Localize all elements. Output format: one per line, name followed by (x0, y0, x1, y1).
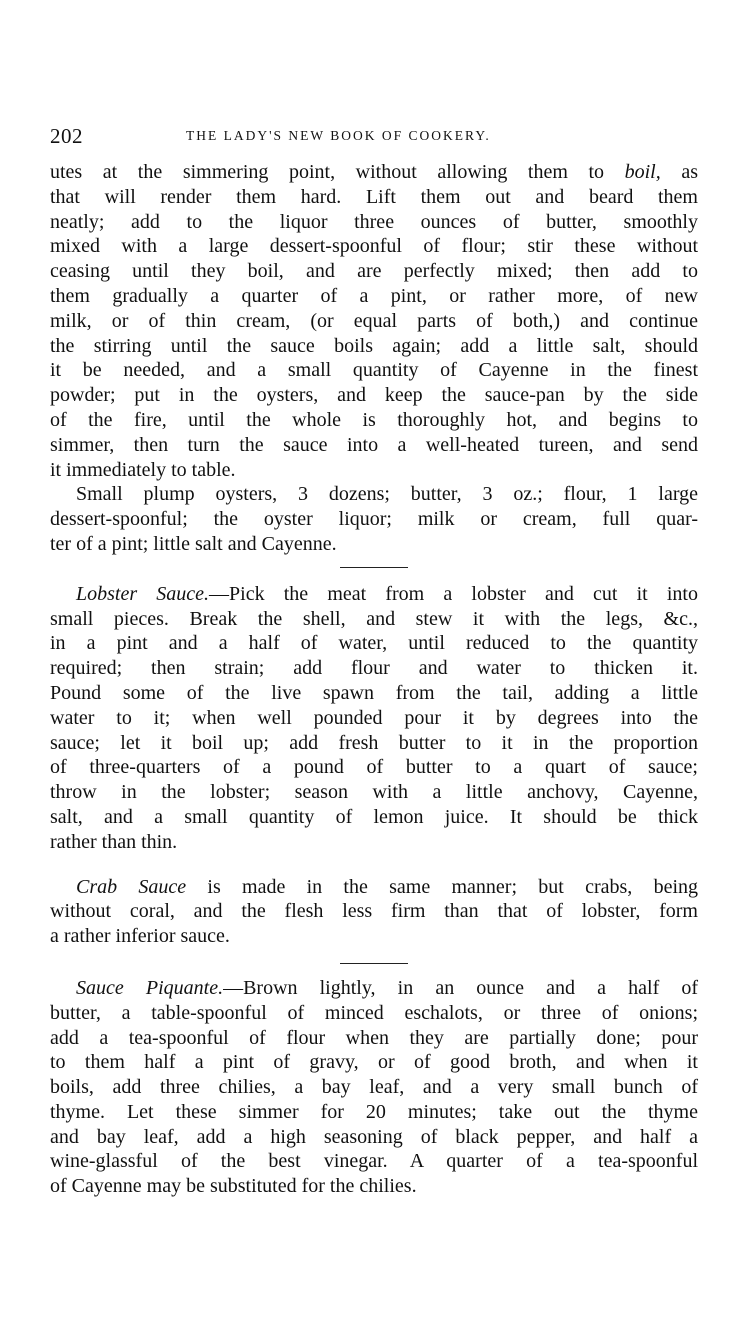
sauce-piquante-recipe (50, 976, 698, 1199)
text-line: of the fire, until the whole is thoroughly hot, and begins to (50, 408, 698, 431)
text-line: of three-quarters of a pound of butter to a quart of sauce; (50, 756, 698, 779)
text-line: them gradually a quarter of a pint, or rather more, of new (50, 284, 698, 307)
text-line: butter, a table-spoonful of minced eschalots, or three of onions; (50, 1001, 698, 1024)
recipe-title: Lobster Sauce. (76, 582, 210, 605)
book-page (50, 120, 698, 1199)
line-text: utes at the simmering point, without allowing them to (50, 161, 625, 183)
text-line: to them half a pint of gravy, or of good broth, and when it (50, 1051, 698, 1074)
section-divider (340, 963, 408, 964)
text-line: the stirring until the sauce boils again; add a little salt, should (50, 334, 698, 357)
text-line: salt, and a small quantity of lemon juice. It should be thick (50, 805, 698, 828)
lobster-sauce-recipe (50, 582, 698, 855)
text-line: throw in the lobster; season with a little anchovy, Cayenne, (50, 781, 698, 804)
text-line: in a pint and a half of water, until reduced to the quantity (50, 632, 698, 655)
line-text: —Brown lightly, in an ounce and a half of (223, 976, 698, 999)
text-line: powder; put in the oysters, and keep the sauce-pan by the side (50, 384, 698, 407)
text-line: Small plump oysters, 3 dozens; butter, 3 oz.; flour, 1 large (76, 483, 698, 506)
text-line: mixed with a large dessert-spoonful of flour; stir these without (50, 235, 698, 258)
recipe-title: Crab Sauce (76, 875, 187, 898)
oyster-sauce-continuation (50, 160, 698, 482)
text-line: rather than thin. (50, 830, 178, 853)
text-line (50, 976, 698, 1001)
text-line: ceasing until they boil, and are perfectly mixed; then add to (50, 260, 698, 283)
text-line: Pound some of the live spawn from the tail, adding a little (50, 681, 698, 704)
oyster-sauce-summary (50, 482, 698, 556)
text-line: add a tea-spoonful of flour when they are partially done; pour (50, 1026, 698, 1049)
recipe-title: Sauce Piquante. (76, 976, 224, 999)
text-line: milk, or of thin cream, (or equal parts of both,) and continue (50, 309, 698, 332)
text-line: a rather inferior sauce. (50, 925, 230, 948)
running-title: THE LADY'S NEW BOOK OF COOKERY. (186, 128, 491, 143)
text-line: and bay leaf, add a high seasoning of black pepper, and half a (50, 1125, 698, 1148)
section-divider (340, 567, 408, 568)
text-line: thyme. Let these simmer for 20 minutes; take out the thyme (50, 1100, 698, 1123)
text-line: that will render them hard. Lift them out and beard them (50, 185, 698, 208)
text-line: required; then strain; add flour and water to thicken it. (50, 657, 698, 680)
text-line: it immediately to table. (50, 458, 236, 481)
text-line (50, 160, 698, 185)
text-line (50, 875, 698, 900)
text-line: simmer, then turn the sauce into a well-heated tureen, and send (50, 433, 698, 456)
page-number: 202 (50, 124, 83, 148)
text-line: wine-glassful of the best vinegar. A quarter of a tea-spoonful (50, 1150, 698, 1173)
text-line: small pieces. Break the shell, and stew it with the legs, &c., (50, 607, 698, 630)
text-line: dessert-spoonful; the oyster liquor; milk or cream, full quar- (50, 508, 698, 531)
emphasis: boil, (624, 161, 661, 183)
text-line: water to it; when well pounded pour it by degrees into the (50, 706, 698, 729)
text-line: it be needed, and a small quantity of Cayenne in the finest (50, 359, 698, 382)
text-line: without coral, and the flesh less firm than that of lobster, form (50, 900, 698, 923)
text-line: neatly; add to the liquor three ounces of butter, smoothly (50, 210, 698, 233)
text-line: ter of a pint; little salt and Cayenne. (50, 532, 337, 555)
running-head (50, 120, 698, 160)
crab-sauce-recipe (50, 875, 698, 949)
line-text: is made in the same manner; but crabs, being (186, 875, 698, 898)
text-line: of Cayenne may be substituted for the chilies. (50, 1175, 417, 1198)
line-text: as (660, 161, 698, 183)
text-line: sauce; let it boil up; add fresh butter to it in the proportion (50, 731, 698, 754)
text-line (50, 582, 698, 607)
text-line: boils, add three chilies, a bay leaf, and a very small bunch of (50, 1076, 698, 1099)
line-text: —Pick the meat from a lobster and cut it into (209, 582, 698, 605)
